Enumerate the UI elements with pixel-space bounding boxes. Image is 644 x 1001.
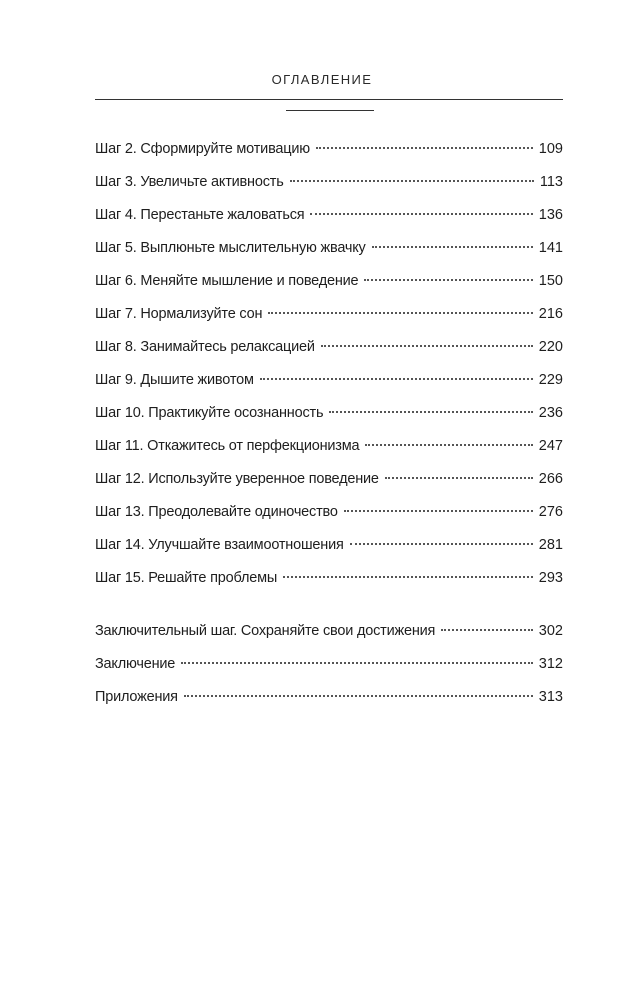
page-title: ОГЛАВЛЕНИЕ xyxy=(271,72,373,87)
toc-leader-dots xyxy=(283,576,533,578)
toc-entry-title: Шаг 10. Практикуйте осознанность xyxy=(95,405,324,421)
toc-leader-dots xyxy=(372,246,533,248)
header-rule-long xyxy=(95,99,563,100)
toc-leader-dots xyxy=(181,662,533,664)
toc-entry-page: 276 xyxy=(538,504,563,520)
toc-entry-page: 220 xyxy=(538,339,563,355)
toc-leader-dots xyxy=(344,510,533,512)
toc-entry xyxy=(95,205,563,238)
toc-entry-title: Заключительный шаг. Сохраняйте свои достижения xyxy=(95,623,436,639)
toc-leader-dots xyxy=(329,411,532,413)
toc-entry-page: 113 xyxy=(539,174,563,190)
toc-entry xyxy=(95,139,563,172)
toc-entry xyxy=(95,172,563,205)
toc-entry-page: 229 xyxy=(538,372,563,388)
toc-entry-page: 236 xyxy=(538,405,563,421)
header-rule-short xyxy=(286,110,374,111)
toc-leader-dots xyxy=(290,180,534,182)
toc-entry xyxy=(95,238,563,271)
toc-entry xyxy=(95,654,563,687)
toc-entry xyxy=(95,568,563,601)
toc-entry-title: Шаг 5. Выплюньте мыслительную жвачку xyxy=(95,240,366,256)
toc-entry-title: Шаг 7. Нормализуйте сон xyxy=(95,306,263,322)
toc-entry-title: Шаг 12. Используйте уверенное поведение xyxy=(95,471,379,487)
toc-entry-title: Шаг 11. Откажитесь от перфекционизма xyxy=(95,438,360,454)
toc-leader-dots xyxy=(310,213,532,215)
toc-leader-dots xyxy=(184,695,533,697)
toc-entry xyxy=(95,304,563,337)
toc-leader-dots xyxy=(316,147,533,149)
toc-entry xyxy=(95,502,563,535)
toc-entry-page: 136 xyxy=(538,207,563,223)
toc-leader-dots xyxy=(260,378,533,380)
toc-entry-title: Шаг 13. Преодолевайте одиночество xyxy=(95,504,338,520)
toc-entry-title: Шаг 15. Решайте проблемы xyxy=(95,570,278,586)
toc-entry-page: 312 xyxy=(538,656,563,672)
toc-entry-title: Приложения xyxy=(95,689,178,705)
toc-leader-dots xyxy=(441,629,533,631)
toc-entry xyxy=(95,436,563,469)
toc-leader-dots xyxy=(268,312,533,314)
toc-entry-page: 266 xyxy=(538,471,563,487)
toc-entry xyxy=(95,535,563,568)
toc-leader-dots xyxy=(350,543,533,545)
toc-final-list xyxy=(95,621,563,720)
toc-entry-page: 109 xyxy=(538,141,563,157)
toc-entry-title: Шаг 3. Увеличьте активность xyxy=(95,174,284,190)
toc-entry-title: Шаг 9. Дышите животом xyxy=(95,372,254,388)
toc-leader-dots xyxy=(385,477,533,479)
toc-entry-page: 150 xyxy=(538,273,563,289)
toc-entry-title: Шаг 2. Сформируйте мотивацию xyxy=(95,141,310,157)
toc-leader-dots xyxy=(321,345,533,347)
toc-entry xyxy=(95,621,563,654)
toc-entry-title: Шаг 6. Меняйте мышление и поведение xyxy=(95,273,359,289)
toc-entry-title: Шаг 14. Улучшайте взаимоотношения xyxy=(95,537,344,553)
toc-entry xyxy=(95,370,563,403)
toc-entry xyxy=(95,337,563,370)
toc-entry xyxy=(95,687,563,720)
toc-entry-title: Шаг 8. Занимайтесь релаксацией xyxy=(95,339,315,355)
toc-steps-list xyxy=(95,139,563,601)
toc-entry-page: 313 xyxy=(538,689,563,705)
toc-entry xyxy=(95,271,563,304)
toc-leader-dots xyxy=(364,279,532,281)
toc-entry-page: 281 xyxy=(538,537,563,553)
toc-entry-page: 302 xyxy=(538,623,563,639)
toc-entry-page: 141 xyxy=(538,240,563,256)
toc-leader-dots xyxy=(365,444,532,446)
toc-entry-page: 216 xyxy=(538,306,563,322)
toc-entry xyxy=(95,469,563,502)
toc-entry-title: Шаг 4. Перестаньте жаловаться xyxy=(95,207,305,223)
toc-entry-page: 247 xyxy=(538,438,563,454)
toc-entry-title: Заключение xyxy=(95,656,176,672)
toc-entry-page: 293 xyxy=(538,570,563,586)
toc-entry xyxy=(95,403,563,436)
